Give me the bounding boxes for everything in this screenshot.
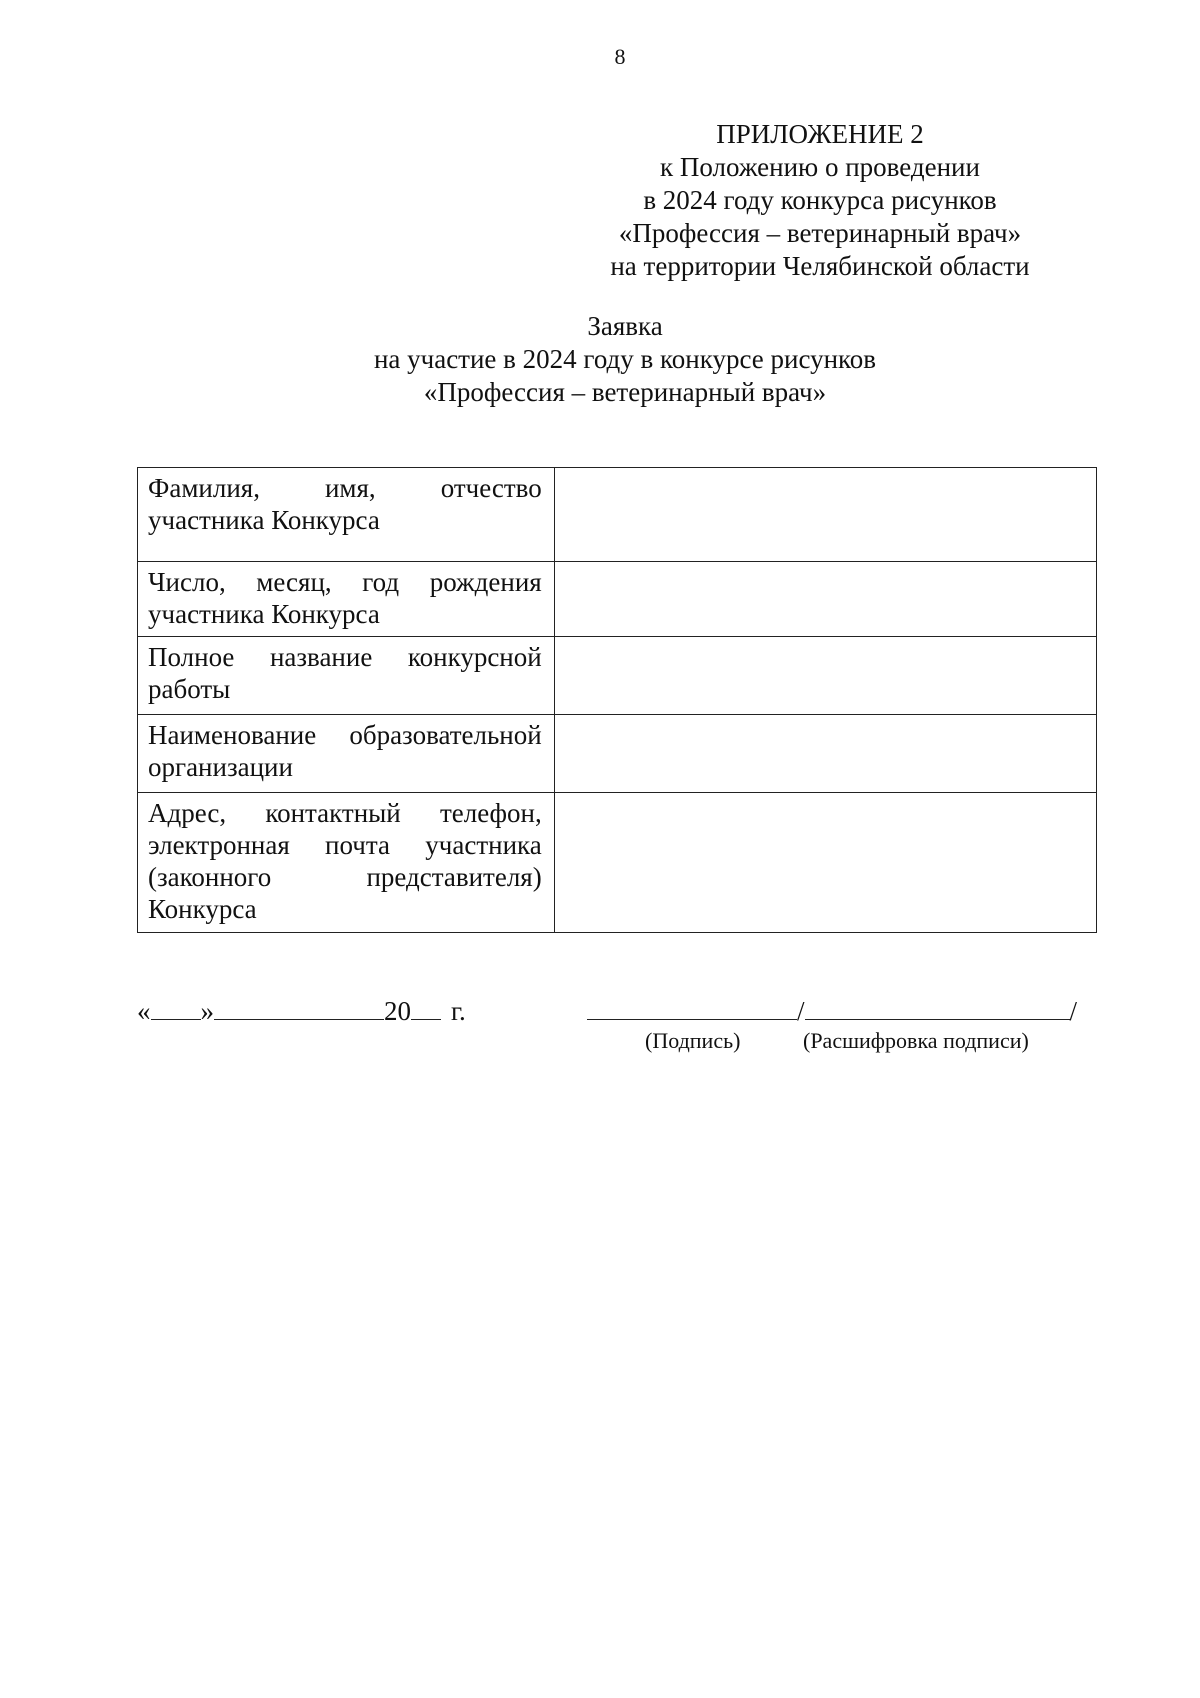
table-row bbox=[138, 468, 1097, 562]
application-subtitle-line: «Профессия – ветеринарный врач» bbox=[423, 377, 827, 407]
field-label-full-name: Фамилия, имя, отчество участника Конкурса bbox=[138, 468, 555, 562]
signature-blank[interactable] bbox=[587, 995, 797, 1020]
table-row bbox=[138, 562, 1097, 637]
signature-slash: / bbox=[797, 996, 805, 1026]
field-value-organization[interactable] bbox=[554, 715, 1096, 793]
application-title: Заявка bbox=[587, 311, 663, 341]
application-form-table bbox=[137, 467, 1097, 933]
appendix-line: «Профессия – ветеринарный врач» bbox=[618, 218, 1022, 248]
field-label-work-title: Полное название конкурсной работы bbox=[138, 637, 555, 715]
table-row bbox=[138, 793, 1097, 933]
field-value-birth-date[interactable] bbox=[554, 562, 1096, 637]
field-label-organization: Наименование образовательной организации bbox=[138, 715, 555, 793]
signature-field bbox=[587, 995, 1077, 1027]
year-blank[interactable] bbox=[411, 995, 441, 1020]
appendix-line: в 2024 году конкурса рисунков bbox=[643, 185, 997, 215]
field-value-full-name[interactable] bbox=[554, 468, 1096, 562]
field-label-birth-date: Число, месяц, год рождения участника Конкурса bbox=[138, 562, 555, 637]
date-field bbox=[137, 995, 466, 1027]
year-suffix: г. bbox=[451, 996, 466, 1026]
decoding-blank[interactable] bbox=[805, 995, 1070, 1020]
appendix-line: на территории Челябинской области bbox=[610, 251, 1030, 281]
application-subtitle-line: на участие в 2024 году в конкурсе рисунков bbox=[373, 344, 877, 374]
page-number: 8 bbox=[614, 44, 626, 69]
month-blank[interactable] bbox=[214, 995, 384, 1020]
field-value-work-title[interactable] bbox=[554, 637, 1096, 715]
close-quote: » bbox=[200, 996, 214, 1026]
table-row bbox=[138, 637, 1097, 715]
open-quote: « bbox=[137, 996, 151, 1026]
decoding-caption: (Расшифровка подписи) bbox=[803, 1028, 1029, 1053]
year-prefix: 20 bbox=[384, 996, 411, 1026]
appendix-line: к Положению о проведении bbox=[660, 152, 980, 182]
table-row bbox=[138, 715, 1097, 793]
signature-caption: (Подпись) bbox=[645, 1028, 741, 1053]
field-label-contacts: Адрес, контактный телефон, электронная почта участника (законного представителя) Конкурса bbox=[138, 793, 555, 933]
application-heading bbox=[0, 310, 1200, 409]
day-blank[interactable] bbox=[151, 995, 201, 1020]
field-value-contacts[interactable] bbox=[554, 793, 1096, 933]
appendix-title: ПРИЛОЖЕНИЕ 2 bbox=[716, 119, 924, 149]
appendix-header bbox=[540, 118, 1100, 283]
decoding-slash: / bbox=[1069, 996, 1078, 1026]
